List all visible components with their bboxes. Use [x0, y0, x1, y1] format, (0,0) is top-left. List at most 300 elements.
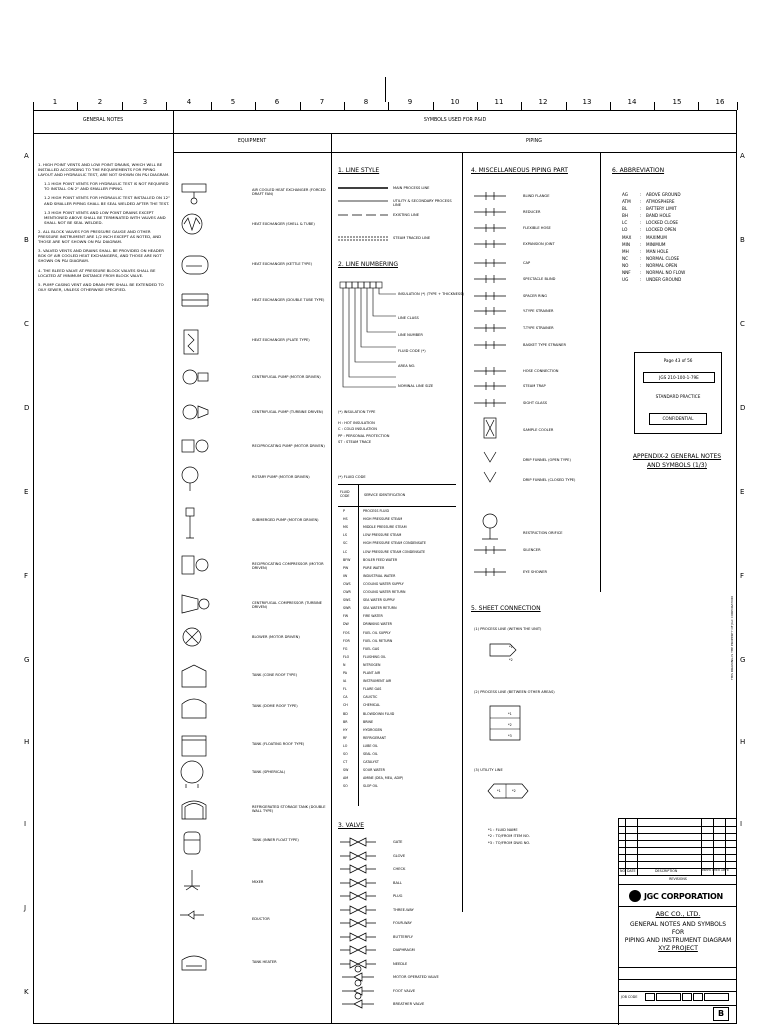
fluid-service: PURE WATER: [363, 565, 385, 570]
equipment-symbol: [180, 795, 212, 825]
abbreviation-meaning: NORMAL OPEN: [646, 262, 678, 268]
fluid-service: CAUSTIC: [363, 695, 378, 700]
equipment-label: TANK (INNER FLOAT TYPE): [252, 838, 299, 842]
zone-row-letter: H: [24, 738, 30, 746]
appendix-line-1: APPENDIX-2 GENERAL NOTES: [632, 453, 722, 460]
sheet-conn-marker: *2: [508, 723, 512, 727]
fluid-service: MIDDLE PRESSURE STEAM: [363, 525, 407, 530]
fluid-service: INDUSTRIAL WATER: [363, 573, 396, 578]
fluid-code: LC: [343, 549, 348, 554]
valve-label: BUTTERFLY: [393, 934, 413, 939]
drawing-title-line-2: FOR: [671, 929, 685, 936]
zone-row-letter: E: [740, 488, 745, 496]
line-style-label: STEAM TRACED LINE: [393, 236, 431, 240]
valve-symbol: [340, 864, 378, 876]
abbreviation-row: [622, 199, 685, 206]
general-note: 2. ALL BLOCK VALVES FOR PRESSURE GAUGE AND OTHER PRESSURE INSTRUMENT ARE 1/2 INCH EXCEPT AS NOTED, AND THOSE ARE NOT SHOWN ON P&I DIAGRAM.: [38, 228, 162, 245]
equipment-symbol: [180, 400, 212, 430]
fluid-service: DRINKING WATER: [363, 622, 392, 627]
piping-part-symbol: [474, 568, 508, 580]
fluid-code: DW: [343, 622, 349, 627]
equipment-header: EQUIPMENT: [237, 139, 267, 144]
abbreviation-meaning: NORMAL NO FLOW: [646, 270, 686, 276]
insulation-type: C : COLD INSULATION: [338, 427, 377, 432]
zone-column-number: 9: [407, 98, 413, 106]
equipment-symbol: [180, 434, 212, 464]
abbreviation-row: [622, 249, 685, 256]
practice-label: STANDARD PRACTICE: [655, 394, 701, 399]
line-style-title: 1. LINE STYLE: [338, 167, 380, 174]
abbreviation-meaning: MAXIMUM: [646, 234, 667, 240]
valve-label: FOOT VALVE: [393, 988, 416, 993]
abbreviation-code: NO: [622, 262, 629, 268]
fluid-code: SC: [343, 541, 348, 546]
fluid-service: INSTRUMENT AIR: [363, 679, 392, 684]
sheet-connection-note: *3 : TO/FROM DWG NO.: [488, 840, 531, 845]
fluid-code: HS: [343, 517, 348, 522]
zone-row-letter: I: [24, 820, 27, 828]
line-numbering-title: 2. LINE NUMBERING: [338, 261, 398, 268]
sheet-conn-item-1: (1) PROCESS LINE (WITHIN THE UNIT): [474, 627, 542, 631]
piping-part-label: FLEXIBLE HOSE: [523, 226, 551, 230]
abbreviation-meaning: BAND HOLE: [646, 213, 671, 219]
abbreviation-separator: :: [640, 255, 642, 261]
valve-symbol: [340, 905, 378, 917]
abbreviation-row: [622, 277, 685, 284]
sheet-conn-item-2: (2) PROCESS LINE (BETWEEN OTHER AREAS): [474, 690, 555, 694]
piping-part-symbol: [474, 240, 508, 252]
line-numbering-label: LINE NUMBER: [398, 333, 423, 337]
rev-date-header: DATE: [627, 869, 636, 873]
symbols-header: SYMBOLS USED FOR P&ID: [423, 118, 487, 123]
equipment-symbol: [180, 625, 212, 655]
zone-row-letter: B: [740, 236, 745, 244]
zone-column-number: 16: [715, 98, 725, 106]
fluid-service: SEA WATER SUPPLY: [363, 598, 395, 603]
fluid-service: SEA WATER RETURN: [363, 606, 397, 611]
zone-column-number: 8: [363, 98, 369, 106]
equipment-symbol: [180, 732, 212, 762]
equipment-symbol: [180, 178, 212, 208]
insulation-type: H : HOT INSULATION: [338, 421, 375, 425]
sheet-connection-note: *2 : TO/FROM ITEM NO.: [488, 834, 530, 839]
equipment-label: CENTRIFUGAL COMPRESSOR (TURBINE DRIVEN): [252, 601, 322, 610]
piping-col-divider-2: [600, 152, 601, 592]
fluid-service: LOW PRESSURE STEAM CONDENSATE: [363, 549, 426, 554]
document-code: JGS 210-100-1-79E: [643, 372, 715, 383]
general-note: 1.3 HIGH POINT VENTS AND LOW POINT DRAINS EXCEPT MENTIONED ABOVE SHALL BE TERMINATED WITH VALVES AND SHALL NOT BE SEAL WELDED.: [44, 209, 166, 225]
piping-part-label: EYE SHOWER: [523, 570, 548, 574]
zone-tick-mark: [344, 102, 345, 110]
valve-label: BREATHER VALVE: [393, 1002, 425, 1006]
equipment-label: RECIPROCATING COMPRESSOR (MOTOR DRIVEN): [252, 562, 324, 571]
abbreviation-row: [622, 206, 685, 213]
fluid-code: CWS: [343, 581, 351, 586]
valve-label: PLUG: [393, 894, 403, 898]
equipment-symbol: [180, 663, 212, 693]
fluid-code: P: [343, 509, 345, 513]
piping-part-symbol: [474, 456, 508, 468]
abbreviation-meaning: MINIMUM: [646, 241, 666, 247]
valve-symbol: [340, 891, 378, 903]
valve-symbol: [340, 878, 378, 890]
zone-tick-mark: [610, 102, 611, 110]
fluid-code: CT: [343, 760, 348, 765]
zone-row-letter: A: [740, 152, 745, 160]
fluid-code: CWR: [343, 590, 351, 594]
fluid-code: CH: [343, 703, 348, 708]
sheet-conn-marker: *1: [508, 712, 512, 716]
equipment-label: HEAT EXCHANGER (PLATE TYPE): [252, 338, 310, 342]
piping-part-label: SPACER RING: [523, 294, 548, 298]
line-style-label: EXISTING LINE: [393, 213, 419, 217]
valve-label: FOUR-WAY: [393, 921, 412, 925]
fluid-code: BFW: [343, 557, 351, 562]
general-note: 1. HIGH POINT VENTS AND LOW POINT DRAINS, WHICH WILL BE INSTALLED ACCORDING TO THE REQUIREMENTS FOR PIPING LAYOUT AND HYDRAULIC TEST, ARE NOT SHOWN ON P&I DIAGRAM.: [38, 162, 170, 178]
abbreviation-row: [622, 192, 685, 199]
fluid-service: SLOP OIL: [363, 784, 378, 789]
abbreviation-code: UG: [622, 277, 629, 283]
zone-column-number: 2: [97, 98, 103, 106]
revision-letter-box: B: [713, 1007, 729, 1021]
fluid-code-title: (*) FLUID CODE: [338, 475, 366, 479]
general-notes-list: [38, 162, 170, 296]
insulation-type: ST : STEAM TRACE: [338, 440, 372, 445]
sheet-conn-symbol-1: [488, 638, 528, 664]
piping-header: PIPING: [526, 139, 542, 144]
abbreviation-separator: :: [640, 192, 642, 197]
insulation-types: [338, 421, 389, 447]
zone-column-number: 4: [186, 98, 192, 106]
general-note: 1.1 HIGH POINT VENTS FOR HYDRAULIC TEST IS NOT REQUIRED TO INSTALL ON 2" AND SMALLER PIPING.: [44, 181, 169, 192]
zone-column-number: 7: [319, 98, 325, 106]
piping-part-label: Y-TYPE STRAINER: [523, 309, 554, 313]
abbreviation-row: [622, 242, 685, 249]
valve-label: CHECK: [393, 867, 406, 871]
fluid-service: FUEL OIL SUPPLY: [363, 630, 391, 635]
notes-divider: [173, 110, 174, 1024]
piping-part-label: HOSE CONNECTION: [523, 369, 559, 373]
equipment-symbol: [180, 907, 212, 937]
fluid-code: HY: [343, 727, 348, 732]
zone-column-number: 1: [52, 98, 58, 106]
zone-column-number: 15: [672, 98, 682, 106]
fluid-code: FL: [343, 687, 347, 692]
fluid-service: BLOWDOWN FLUID: [363, 711, 395, 716]
line-numbering-label: AREA NO.: [398, 364, 416, 368]
zone-tick-mark: [77, 102, 78, 110]
fluid-service: BOILER FEED WATER: [363, 557, 398, 562]
abbreviation-title: 6. ABBREVIATION: [612, 167, 665, 174]
valve-symbol: [340, 986, 378, 998]
zone-row-letter: C: [740, 320, 745, 328]
valve-label: DIAPHRAGM: [393, 948, 415, 952]
zone-tick-mark: [477, 102, 478, 110]
header-divider: [33, 133, 737, 134]
piping-part-symbol: [474, 367, 508, 379]
abbreviation-row: [622, 220, 685, 227]
sheet-conn-marker: *3: [508, 734, 512, 738]
equipment-symbol: [180, 508, 212, 538]
zone-row-letter: E: [24, 488, 29, 496]
piping-part-symbol: [474, 292, 508, 304]
line-numbering-label: NOMINAL LINE SIZE: [398, 384, 434, 388]
drawing-title-line-1: GENERAL NOTES AND SYMBOLS: [629, 921, 727, 928]
project-name: XYZ PROJECT: [658, 945, 698, 952]
fluid-code: N: [343, 662, 346, 667]
fluid-code: BD: [343, 711, 348, 716]
registration-mark: [385, 77, 386, 102]
equipment-label: REFRIGERATED STORAGE TANK (DOUBLE WALL TYPE): [252, 805, 326, 814]
abbreviation-separator: :: [640, 213, 642, 219]
fluid-code: SO: [343, 752, 348, 756]
subheader-divider: [173, 152, 737, 153]
equipment-symbol: [180, 288, 212, 318]
company-logo: [629, 888, 729, 904]
line-numbering-label: FLUID CODE (*): [398, 349, 426, 353]
zone-row-letter: D: [740, 404, 746, 412]
fluid-service: COOLING WATER RETURN: [363, 590, 406, 594]
fluid-service: FUEL OIL RETURN: [363, 638, 393, 643]
sheet-conn-marker: *2: [509, 658, 513, 662]
appendix-title: [620, 452, 734, 470]
fluid-code: AM: [343, 776, 349, 781]
fluid-code: SO: [343, 784, 348, 789]
valve-label: BALL: [393, 880, 402, 885]
insulation-type: PP : PERSONAL PROTECTION: [338, 433, 390, 438]
zone-column-number: 10: [450, 98, 460, 106]
sheet-connection-legend: [488, 828, 530, 847]
equipment-label: EDUCTOR: [252, 917, 270, 921]
piping-part-label: RESTRICTION ORIFICE: [523, 531, 563, 535]
abbreviation-separator: :: [640, 277, 642, 283]
abbreviation-code: BH: [622, 213, 629, 219]
line-style-symbol: [338, 234, 390, 244]
abbreviation-separator: :: [640, 248, 642, 254]
piping-part-label: SAMPLE COOLER: [523, 428, 554, 432]
zone-row-letter: F: [24, 572, 29, 580]
fluid-code: FW: [343, 614, 349, 619]
piping-part-symbol: [474, 426, 508, 438]
line-style-symbol: [338, 197, 390, 207]
drawing-number-boxes: [645, 993, 729, 1001]
equipment-symbol: [180, 870, 212, 900]
fluid-service: HIGH PRESSURE STEAM: [363, 517, 403, 522]
zone-tick-mark: [737, 102, 738, 110]
fluid-service: SEAL OIL: [363, 752, 378, 756]
equipment-label: TANK HEATER: [252, 960, 277, 964]
abbreviation-code: MIN: [622, 241, 630, 247]
equipment-symbol: [180, 365, 212, 395]
piping-part-label: SPECTACLE BLIND: [523, 277, 556, 281]
fluid-code: SW: [343, 768, 349, 773]
fluid-code: MS: [343, 525, 348, 530]
fluid-code: SWR: [343, 606, 351, 611]
zone-row-letter: D: [24, 404, 30, 412]
piping-part-label: STEAM TRAP: [523, 384, 546, 388]
abbreviation-code: AG: [622, 192, 629, 197]
zone-tick-mark: [122, 102, 123, 110]
zone-tick-mark: [654, 102, 655, 110]
abbreviation-row: [622, 213, 685, 220]
abbreviation-meaning: ATMOSPHERE: [646, 199, 675, 205]
abbreviation-separator: :: [640, 234, 642, 240]
appendix-line-2: AND SYMBOLS (1/3): [647, 462, 707, 469]
equipment-symbol: [180, 252, 212, 282]
fluid-service: CATALYST: [363, 760, 379, 765]
document-stamp: [634, 352, 722, 434]
abbreviation-separator: :: [640, 206, 642, 212]
piping-part-symbol: [474, 259, 508, 271]
fluid-service: PLANT AIR: [363, 671, 381, 675]
abbreviation-row: [622, 227, 685, 234]
equipment-label: MIXER: [252, 880, 264, 884]
zone-tick-mark: [566, 102, 567, 110]
fluid-code: FOR: [343, 638, 350, 643]
piping-col-divider-1: [462, 152, 463, 912]
general-note: 4. THE BLEED VALVE AT PRESSURE BLOCK VALVES SHALL BE LOCATED AT MINIMUM DISTANCE FROM BLOCK VALVE.: [38, 267, 156, 278]
fluid-code: IW: [343, 573, 348, 578]
sheet-conn-marker: *1: [497, 789, 501, 793]
abbreviation-meaning: LOCKED OPEN: [646, 227, 676, 233]
equipment-label: HEAT EXCHANGER (SHELL & TUBE): [252, 222, 315, 226]
zone-column-number: 13: [582, 98, 592, 106]
valve-symbol: [340, 945, 378, 957]
abbreviation-row: [622, 256, 685, 263]
valve-title: 3. VALVE: [338, 822, 365, 829]
equipment-label: HEAT EXCHANGER (KETTLE TYPE): [252, 262, 313, 266]
piping-part-symbol: [474, 324, 508, 336]
piping-part-symbol: [474, 208, 508, 220]
fluid-service: SOUR WATER: [363, 768, 385, 773]
valve-label: NEEDLE: [393, 961, 408, 966]
piping-part-symbol: [474, 476, 508, 488]
service-header: SERVICE IDENTIFICATION: [364, 493, 406, 497]
fluid-code: LO: [343, 743, 348, 748]
company-name: JGC CORPORATION: [644, 891, 723, 901]
abbreviation-code: BL: [622, 206, 628, 212]
valve-symbol: [340, 851, 378, 863]
valve-label: THREE-WAY: [393, 907, 414, 912]
zone-tick-mark: [521, 102, 522, 110]
fluid-code: BR: [343, 719, 348, 724]
abbreviation-code: MAX: [622, 234, 632, 240]
abbreviation-separator: :: [640, 270, 642, 276]
zone-column-number: 3: [142, 98, 148, 106]
fluid-code: FLO: [343, 654, 350, 659]
fluid-code: CA: [343, 695, 348, 700]
line-numbering-label: INSULATION (*) (TYPE + THICKNESS): [398, 292, 464, 296]
fluid-service: FLARE GAS: [363, 687, 382, 692]
valve-symbol: [340, 959, 378, 971]
zone-row-letter: H: [740, 738, 746, 746]
piping-part-symbol: [474, 275, 508, 287]
line-style-label: MAIN PROCESS LINE: [393, 186, 430, 190]
equipment-label: TANK (FLOATING ROOF TYPE): [252, 742, 305, 746]
fluid-service: NITROGEN: [363, 662, 381, 667]
valve-symbol: [340, 972, 378, 984]
zone-tick-mark: [211, 102, 212, 110]
fluid-code-header: FLUID CODE: [340, 490, 350, 499]
job-code-label: JOB CODE: [621, 995, 638, 999]
equipment-symbol: [180, 552, 212, 582]
zone-row-letter: G: [740, 656, 746, 664]
piping-part-label: DRIP FUNNEL (OPEN TYPE): [523, 458, 571, 462]
line-style-symbol: [338, 184, 390, 194]
valve-label: GLOVE: [393, 853, 406, 858]
general-note: 3. VALVED VENTS AND DRAINS SHALL BE PROVIDED ON HEADER BOX OF AIR COOLED HEAT EXCHANGERS, AND THOSE ARE NOT SHOWN ON P&I DIAGRAM.: [38, 248, 164, 264]
fluid-service: LUBE OIL: [363, 743, 378, 748]
fluid-service: HIGH PRESSURE STEAM CONDENSATE: [363, 541, 426, 546]
fluid-service: FUEL GAS: [363, 646, 380, 651]
equipment-divider: [331, 133, 332, 1024]
equipment-symbol: [180, 328, 212, 358]
piping-part-symbol: [474, 192, 508, 204]
revisions-label: REVISIONS: [669, 877, 687, 881]
sheet-connection-title: 5. SHEET CONNECTION: [471, 605, 541, 612]
abbreviation-meaning: MAN HOLE: [646, 248, 669, 254]
equipment-symbol: [180, 828, 212, 858]
abbreviation-meaning: UNDER GROUND: [646, 277, 682, 283]
zone-column-number: 14: [627, 98, 637, 106]
abbreviation-meaning: BATTERY LIMIT: [646, 206, 677, 212]
abbreviation-code: LO: [622, 227, 628, 233]
piping-part-label: T-TYPE STRAINER: [523, 326, 554, 330]
piping-part-label: EXPANSION JOINT: [523, 242, 555, 246]
drawing-title-line-3: PIPING AND INSTRUMENT DIAGRAM: [624, 937, 732, 944]
abbreviation-meaning: NORMAL CLOSE: [646, 255, 680, 261]
fluid-table-header-line: [338, 506, 456, 507]
fluid-service: AMINE (DEA, MEA, ADIP): [363, 776, 404, 781]
misc-title: 4. MISCELLANEOUS PIPING PART: [471, 167, 568, 174]
abbreviation-separator: :: [640, 262, 642, 268]
abbreviation-row: [622, 263, 685, 270]
piping-part-label: BASKET TYPE STRAINER: [523, 343, 566, 347]
piping-part-symbol: [474, 224, 508, 236]
abbreviation-separator: :: [640, 199, 642, 205]
fluid-code: LS: [343, 533, 347, 538]
equipment-label: SUBMERGED PUMP (MOTOR DRIVEN): [252, 518, 319, 522]
zone-tick-mark: [388, 102, 389, 110]
abbreviation-separator: :: [640, 241, 642, 247]
piping-part-symbol: [474, 399, 508, 411]
zone-tick-mark: [255, 102, 256, 110]
fluid-table-col-line: [358, 484, 359, 806]
fluid-service: COOLING WATER SUPPLY: [363, 581, 404, 586]
jgc-logo-mark: [629, 890, 641, 902]
fluid-code: SWS: [343, 598, 351, 603]
fluid-service: BRINE: [363, 719, 374, 724]
zone-row-letter: F: [740, 572, 745, 580]
rev-header-row: [619, 868, 737, 876]
equipment-symbol: [180, 950, 212, 980]
piping-part-symbol: [474, 529, 508, 541]
zone-row-letter: G: [24, 656, 30, 664]
abbreviation-list: [622, 192, 685, 284]
fluid-service: CHEMICAL: [363, 703, 381, 708]
abbreviation-code: LC: [622, 220, 628, 226]
client-name: ABC CO., LTD.: [655, 910, 701, 918]
margin-note: THIS DRAWING IS THE PROPERTY OF JGC CORPORATION: [730, 596, 734, 680]
abbreviation-code: NC: [622, 255, 629, 261]
zone-column-number: 12: [538, 98, 548, 106]
fluid-service: REFRIGERANT: [363, 735, 387, 740]
zone-tick-mark: [433, 102, 434, 110]
abbreviation-separator: :: [640, 220, 642, 226]
insulation-title: (*) INSULATION TYPE: [338, 410, 376, 414]
fluid-code: RF: [343, 735, 348, 740]
sheet-conn-item-3: (3) UTILITY LINE: [474, 768, 503, 772]
